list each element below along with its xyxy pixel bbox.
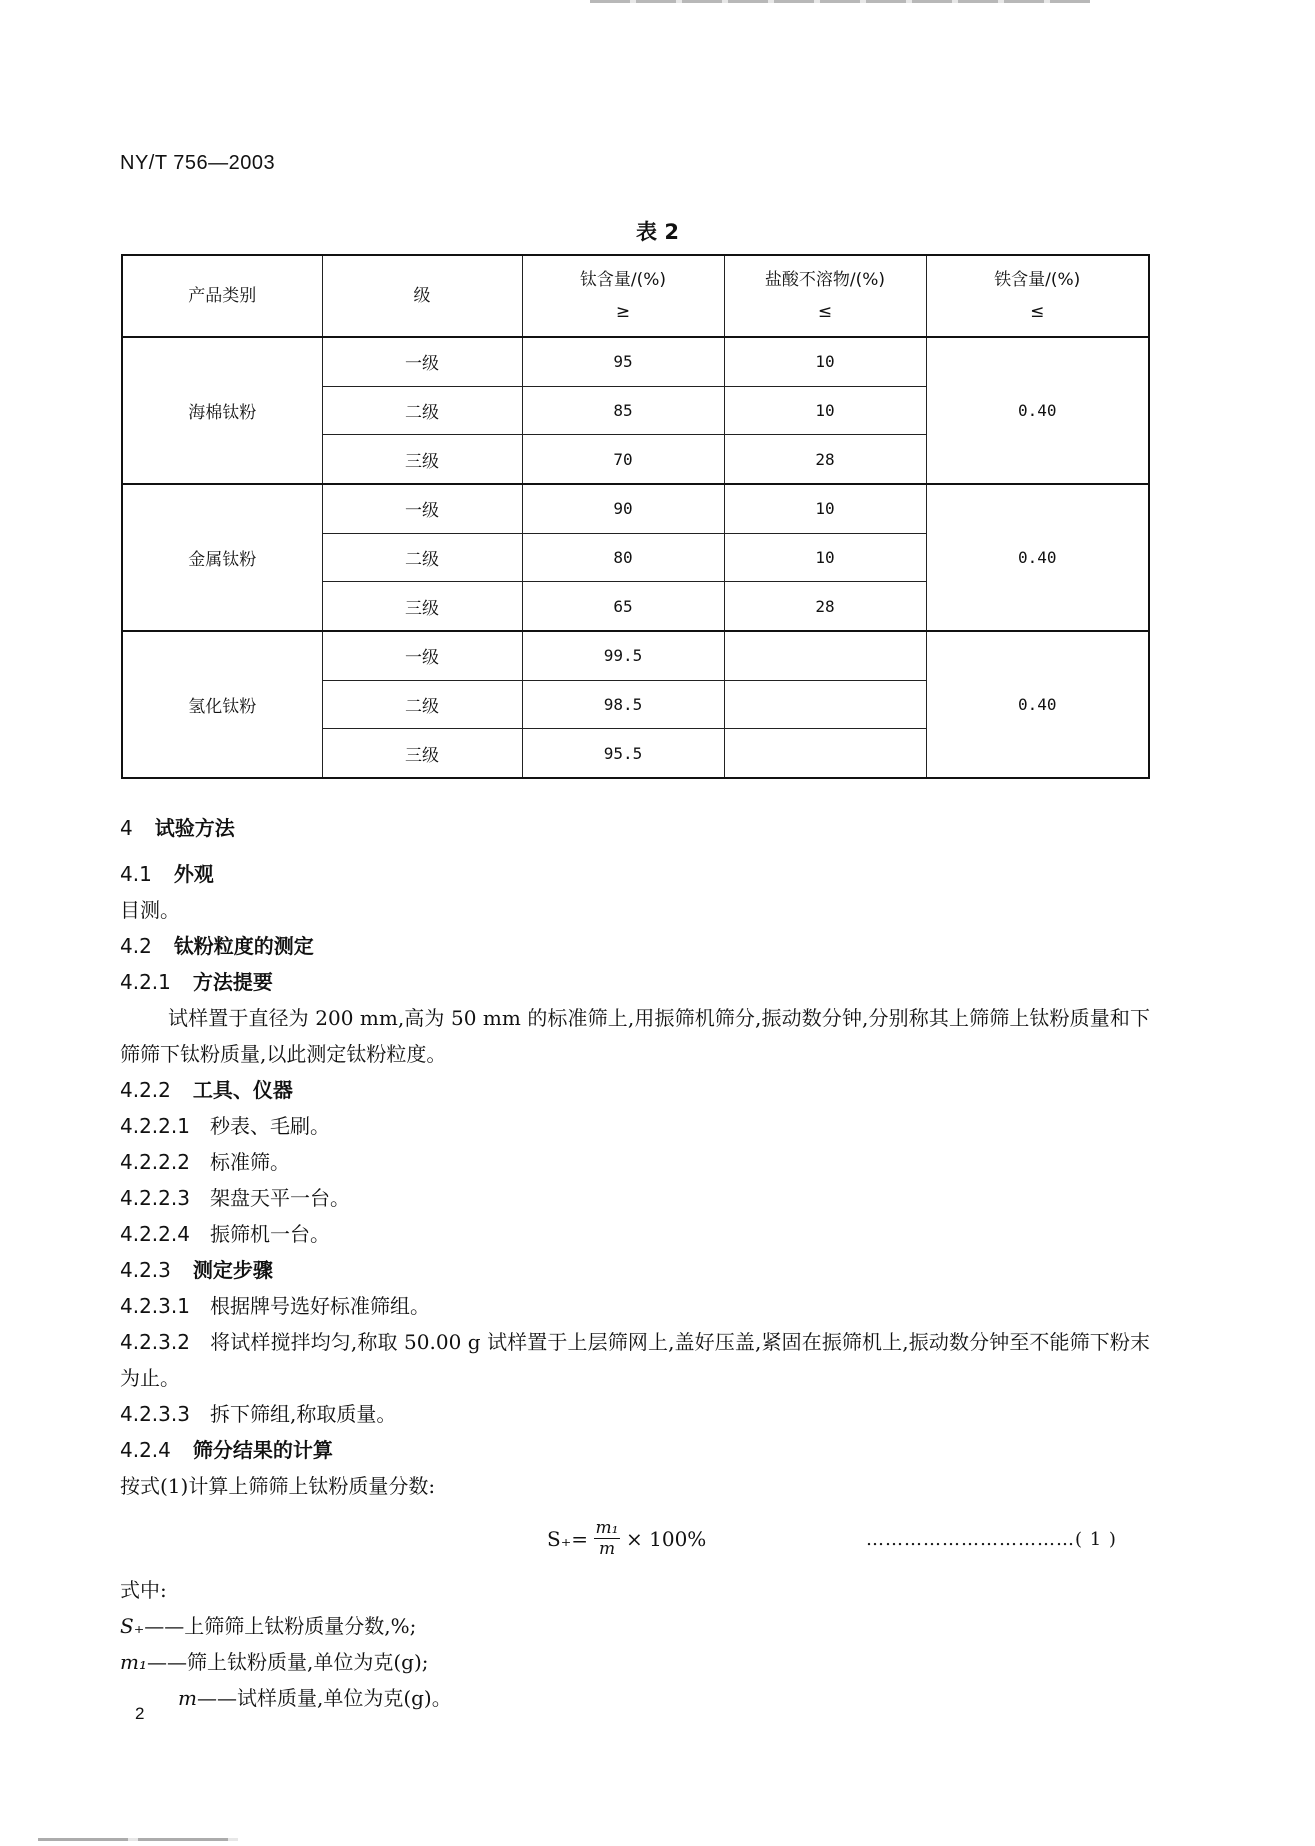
hcl-cell [724,729,926,778]
definition-text: ——试样质量,单位为克(g)。 [196,1686,452,1710]
item-number: 4.2.2.3 [120,1186,190,1210]
section-4-1-text: 目测。 [120,898,180,922]
item-text: 架盘天平一台。 [209,1186,350,1210]
ti-cell: 90 [522,484,724,533]
category-cell: 金属钛粉 [122,484,322,631]
formula-number: ( 1 ) [1075,1529,1117,1550]
definition-item [120,1680,1150,1716]
formula-lhs: S₊= [547,1526,589,1551]
ti-cell: 85 [522,386,724,434]
formula-intro: 按式(1)计算上筛筛上钛粉质量分数: [120,1474,436,1498]
section-title: 工具、仪器 [192,1078,293,1102]
section-number: 4 [120,816,133,840]
scan-artifact-bottom [38,1838,238,1841]
page-number: 2 [135,1704,145,1723]
section-4-heading [120,810,1150,846]
list-item [120,1144,1150,1180]
item-text: 振筛机一台。 [209,1222,330,1246]
hcl-cell: 28 [724,582,926,631]
definition-symbol: m [178,1686,197,1710]
col-header-grade: 级 [322,255,522,337]
section-4-1-heading [120,856,1150,892]
col-header-hcl-label: 盐酸不溶物/(%) [764,270,886,290]
section-number: 4.1 [120,862,152,886]
ti-cell: 95 [522,337,724,386]
section-title: 方法提要 [192,970,273,994]
hcl-cell: 10 [724,337,926,386]
table-header-row [122,255,1149,337]
fe-cell: 0.40 [926,484,1149,631]
hcl-cell: 10 [724,533,926,581]
formula-numerator: m₁ [595,1518,619,1538]
section-number: 4.2.2 [120,1078,171,1102]
formula-dots: …………………………… [866,1529,1075,1550]
section-title: 筛分结果的计算 [192,1438,333,1462]
definition-text: ——上筛筛上钛粉质量分数,%; [144,1614,417,1638]
col-header-ti [522,255,724,337]
grade-cell: 三级 [322,582,522,631]
col-header-hcl-symbol: ≤ [817,302,833,322]
section-title: 钛粉粒度的测定 [173,934,314,958]
list-item [120,1288,1150,1324]
definition-symbol: m₁ [120,1650,147,1674]
definition-item [120,1644,1150,1680]
col-header-ti-symbol: ≥ [615,302,631,322]
ti-cell: 98.5 [522,680,724,728]
grade-cell: 二级 [322,533,522,581]
grade-cell: 一级 [322,337,522,386]
formula-denominator: m [598,1539,616,1559]
grade-cell: 三级 [322,729,522,778]
item-number: 4.2.3.3 [120,1402,190,1426]
fe-cell: 0.40 [926,631,1149,778]
ti-cell: 99.5 [522,631,724,680]
col-header-category: 产品类别 [122,255,322,337]
table-row [122,337,1149,386]
list-item [120,1396,1150,1432]
grade-cell: 一级 [322,631,522,680]
col-header-fe-label: 铁含量/(%) [994,270,1081,290]
col-header-fe-symbol: ≤ [1030,302,1045,322]
item-text: 根据牌号选好标准筛组。 [209,1294,430,1318]
fe-cell: 0.40 [926,337,1149,484]
section-number: 4.2 [120,934,152,958]
list-item [120,1108,1150,1144]
definition-text: ——筛上钛粉质量,单位为克(g); [146,1650,429,1674]
table-caption: 表 2 [636,220,679,244]
item-text: 拆下筛组,称取质量。 [209,1402,397,1426]
definition-item [120,1608,1150,1644]
section-number: 4.2.1 [120,970,171,994]
section-4-2-2-heading [120,1072,1150,1108]
ti-cell: 65 [522,582,724,631]
item-number: 4.2.3.1 [120,1294,190,1318]
body-text [120,802,1150,1716]
spec-table [121,254,1150,779]
formula-1 [120,1514,1150,1566]
item-number: 4.2.2.2 [120,1150,190,1174]
section-4-2-3-heading [120,1252,1150,1288]
where-label: 式中: [120,1578,167,1602]
hcl-cell [724,680,926,728]
category-cell: 氢化钛粉 [122,631,322,778]
standard-code: NY/T 756—2003 [120,152,276,174]
section-number: 4.2.3 [120,1258,171,1282]
grade-cell: 一级 [322,484,522,533]
section-title: 外观 [173,862,214,886]
section-title: 试验方法 [154,816,235,840]
section-4-2-1-text: 试样置于直径为 200 mm,高为 50 mm 的标准筛上,用振筛机筛分,振动数分钟,分别称其上筛筛上钛粉质量和下筛筛下钛粉质量,以此测定钛粉粒度。 [120,1006,1150,1066]
item-text: 标准筛。 [209,1150,290,1174]
formula-expression [547,1518,706,1559]
formula-leader [866,1522,1117,1558]
item-text: 将试样搅拌均匀,称取 50.00 g 试样置于上层筛网上,盖好压盖,紧固在振筛机上,振动数分钟至不能筛下粉末为止。 [120,1330,1150,1390]
ti-cell: 95.5 [522,729,724,778]
formula-fraction [594,1518,620,1559]
category-cell: 海棉钛粉 [122,337,322,484]
definition-symbol: S₊ [120,1614,145,1638]
section-4-2-4-heading [120,1432,1150,1468]
ti-cell: 70 [522,435,724,484]
col-header-hcl [724,255,926,337]
grade-cell: 二级 [322,680,522,728]
hcl-cell: 10 [724,484,926,533]
item-number: 4.2.3.2 [120,1330,190,1354]
ti-cell: 80 [522,533,724,581]
hcl-cell: 28 [724,435,926,484]
hcl-cell: 10 [724,386,926,434]
list-item [120,1216,1150,1252]
item-number: 4.2.2.4 [120,1222,190,1246]
list-item [120,1180,1150,1216]
table-row [122,631,1149,680]
table-row [122,484,1149,533]
section-4-2-heading [120,928,1150,964]
col-header-fe [926,255,1149,337]
hcl-cell [724,631,926,680]
section-title: 测定步骤 [192,1258,273,1282]
grade-cell: 二级 [322,386,522,434]
formula-rhs: × 100% [626,1526,707,1551]
grade-cell: 三级 [322,435,522,484]
section-number: 4.2.4 [120,1438,171,1462]
col-header-ti-label: 钛含量/(%) [579,270,667,290]
section-4-2-1-heading [120,964,1150,1000]
item-text: 秒表、毛刷。 [209,1114,330,1138]
list-item [120,1324,1150,1396]
scan-artifact-top [590,0,1090,3]
item-number: 4.2.2.1 [120,1114,190,1138]
